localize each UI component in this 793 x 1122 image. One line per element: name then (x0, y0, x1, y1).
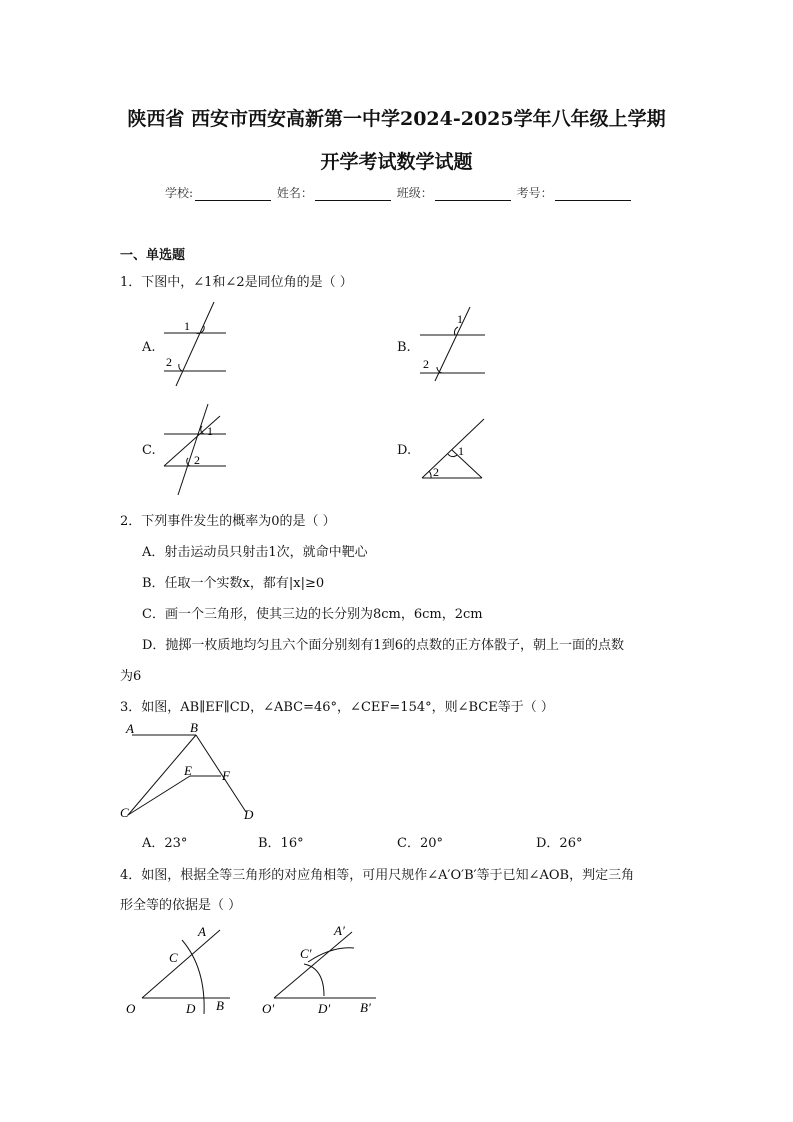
q4-label-o-prime: O′ (262, 1001, 275, 1016)
q3-label-e: E (184, 763, 192, 778)
q3-option-a: A．23° (142, 836, 188, 851)
school-label: 学校: (165, 186, 194, 200)
q3-option-b: B．16° (258, 836, 304, 851)
q1-stem: 1．下图中，∠1和∠2是同位角的是（ ） (120, 275, 353, 290)
q3-figure (118, 718, 268, 824)
q2-option-a: A．射击运动员只射击1次，就命中靶心 (142, 545, 368, 560)
q1-figure-a (160, 298, 230, 388)
number-label: 考号： (516, 186, 553, 200)
q3-label-a: A (126, 721, 134, 736)
q3-label-d: D (244, 807, 254, 822)
q1b-angle1-label: 1 (457, 312, 463, 326)
q4-figure-original (120, 918, 245, 1023)
q3-label-f: F (222, 768, 230, 783)
q3-stem: 3．如图，AB∥EF∥CD，∠ABC=46°，∠CEF=154°，则∠BCE等于（ ） (120, 700, 554, 715)
q1-option-b-label: B. (397, 340, 411, 355)
q2-option-d-cont: 为6 (120, 669, 142, 684)
section-heading: 一、单选题 (120, 248, 186, 263)
q2-option-c: C．画一个三角形，使其三边的长分别为8cm，6cm，2cm (142, 607, 483, 622)
q1-figure-d (418, 415, 488, 483)
q3-option-c: C．20° (397, 836, 443, 851)
number-blank (555, 188, 631, 201)
q4-label-c: C (169, 950, 178, 965)
q2-stem: 2．下列事件发生的概率为0的是（ ） (120, 514, 336, 529)
name-blank (315, 188, 391, 201)
class-blank (435, 188, 511, 201)
q1-option-d-label: D. (397, 443, 412, 458)
q1b-angle2-label: 2 (423, 357, 429, 371)
q4-label-d: D (186, 1001, 196, 1016)
student-info-row (165, 184, 633, 201)
page-title-line1: 陕西省 西安市西安高新第一中学2024-2025学年八年级上学期 (127, 108, 666, 130)
q1-figure-b (415, 305, 490, 383)
q1d-angle2-label: 2 (433, 465, 439, 479)
q4-label-b: B (216, 998, 224, 1013)
q1a-angle1-label: 1 (184, 319, 190, 333)
q1d-angle1-label: 1 (458, 444, 464, 458)
q4-label-o: O (126, 1001, 136, 1016)
school-blank (195, 188, 271, 201)
q1-figure-c (158, 402, 233, 497)
q4-label-d-prime: D′ (318, 1001, 331, 1016)
q1c-angle2-label: 2 (194, 453, 200, 467)
q2-option-d: D．抛掷一枚质地均匀且六个面分别刻有1到6的点数的正方体骰子，朝上一面的点数 (142, 638, 624, 653)
name-label: 姓名： (276, 186, 313, 200)
q4-label-a-prime: A′ (334, 923, 345, 938)
q1a-angle2-label: 2 (166, 355, 172, 369)
q1-option-a-label: A. (142, 340, 156, 355)
q4-stem-line2: 形全等的依据是（ ） (120, 898, 242, 913)
q4-label-b-prime: B′ (360, 1000, 371, 1015)
q2-option-b: B．任取一个实数x，都有|x|≥0 (142, 576, 325, 591)
q4-stem-line1: 4．如图，根据全等三角形的对应角相等，可用尺规作∠A′O′B′等于已知∠AOB，判定三角 (120, 868, 635, 883)
q4-figure-constructed (256, 918, 386, 1023)
q4-label-a: A (198, 924, 206, 939)
q1c-angle1-label: 1 (207, 424, 213, 438)
q3-option-d: D．26° (536, 836, 583, 851)
q3-label-c: C (120, 805, 129, 820)
page-title-line2: 开学考试数学试题 (320, 151, 473, 173)
class-label: 班级： (396, 186, 433, 200)
q1-option-c-label: C. (142, 443, 156, 458)
q4-label-c-prime: C′ (300, 946, 312, 961)
q3-label-b: B (190, 720, 198, 735)
